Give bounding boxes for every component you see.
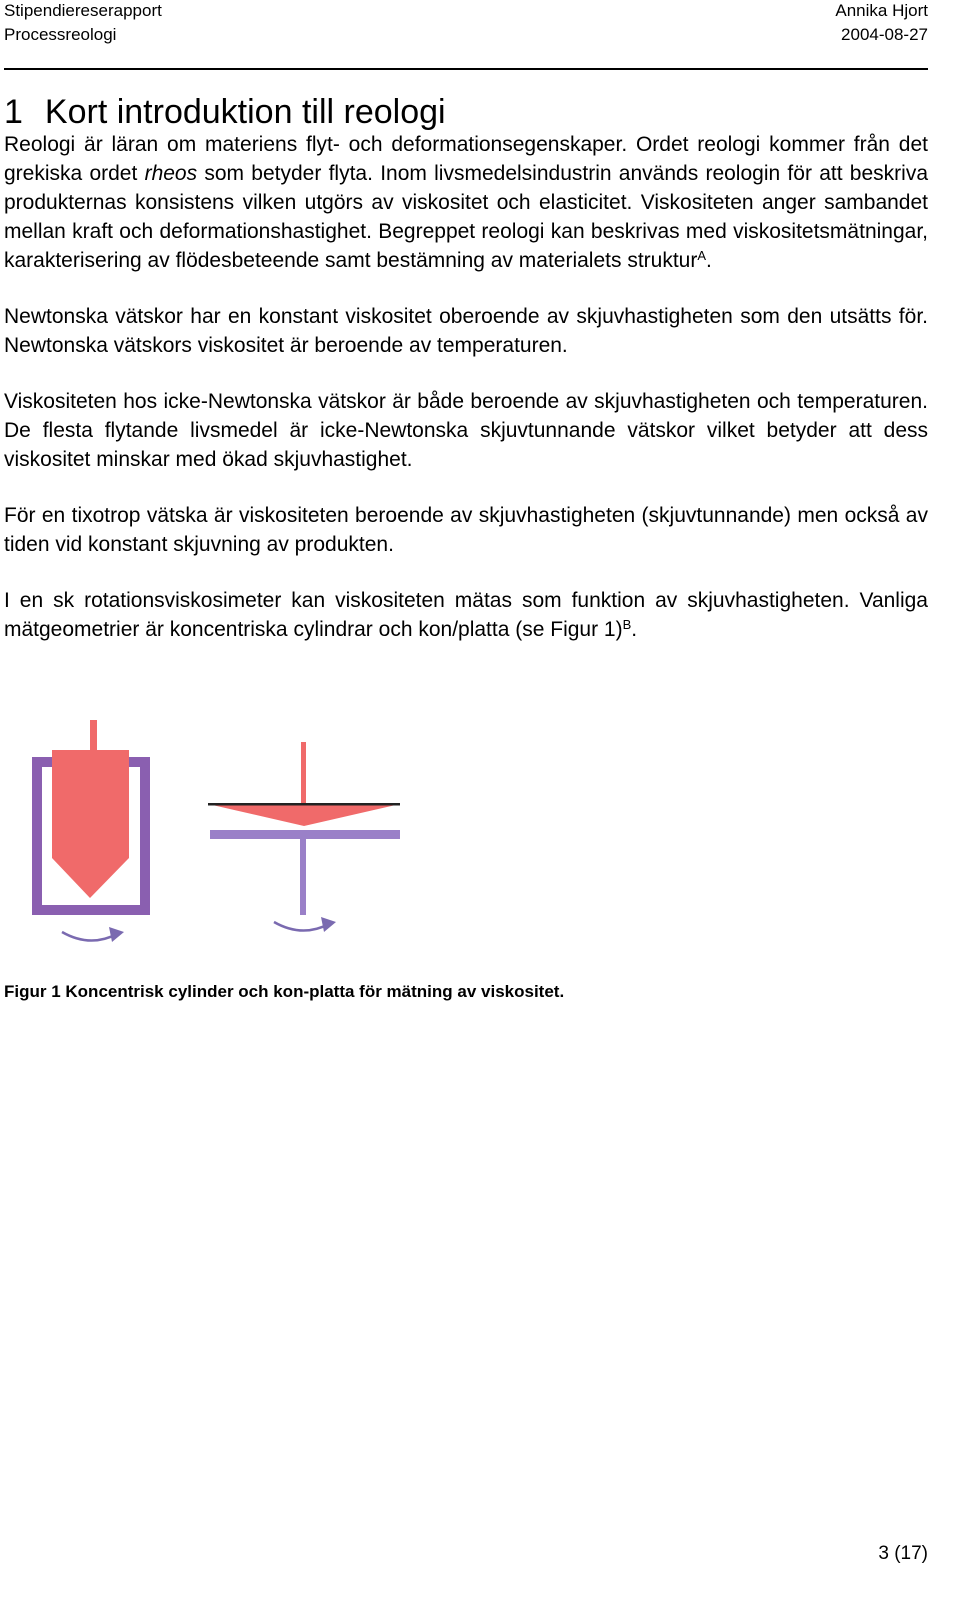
report-date: 2004-08-27 [841, 25, 928, 44]
section-heading [4, 92, 928, 132]
paragraph-text: . [706, 249, 712, 272]
reference-marker: B [622, 617, 632, 632]
cone [208, 804, 400, 826]
inner-bob [52, 750, 129, 898]
report-type: Stipendiereserapport [4, 1, 162, 20]
section-title: Kort introduktion till reologi [44, 93, 446, 131]
page-number: 3 (17) [878, 1543, 928, 1564]
reference-marker: A [697, 248, 707, 263]
figure-caption: Figur 1 Koncentrisk cylinder och kon-platta för mätning av viskositet. [4, 982, 565, 1001]
paragraph-text: som betyder flyta. Inom livsmedelsindustrin används reologin för att beskriva produkternas konsistens vilken utgörs av viskositet och elasticitet. Viskositeten anger sambandet mellan kraft och deformationshastighet. Begreppet reologi kan beskrivas med viskositetsmätningar, karakterisering av flödesbeteende samt bestämning av materialets struktur [4, 162, 928, 272]
report-subject: Processreologi [4, 25, 117, 44]
cone-shaft [301, 742, 306, 804]
cone-plate-diagram [208, 742, 400, 932]
paragraph-newtonian: Newtonska vätskor har en konstant viskositet oberoende av skjuvhastigheten som den utsätts för. Newtonska vätskors viskositet är beroende av temperaturen. [4, 305, 928, 357]
emphasized-word: rheos [144, 162, 198, 185]
paragraph-text: I en sk rotationsviskosimeter kan viskositeten mätas som funktion av skjuvhastigheten. Vanliga mätgeometrier är koncentriska cylindrar och kon/platta (se Figur 1) [4, 589, 928, 641]
page-header [4, 0, 928, 70]
figure-illustration [4, 720, 424, 960]
cone-edge [208, 803, 400, 806]
paragraph-text: Reologi är läran om materiens flyt- och deformationsegenskaper. Ordet reologi kommer från det grekiska ordet [4, 133, 928, 185]
rotation-arrow-left [62, 932, 117, 941]
paragraph-reology-definition [4, 130, 928, 275]
concentric-cylinder-diagram [32, 720, 150, 942]
figure-viscometer-geometries [4, 720, 424, 960]
plate-shaft [300, 839, 306, 915]
paragraph-rotational-viscometer [4, 586, 928, 644]
rotation-arrowhead-right [321, 917, 336, 932]
paragraph-text: . [631, 618, 638, 641]
cylinder-shaft [90, 720, 97, 750]
section-number: 1 [4, 93, 23, 131]
rotation-arrowhead-left [109, 927, 124, 942]
rotation-arrow-right [274, 922, 329, 931]
plate [210, 830, 400, 839]
author-name: Annika Hjort [835, 1, 928, 20]
paragraph-non-newtonian: Viskositeten hos icke-Newtonska vätskor är både beroende av skjuvhastigheten och temperaturen. De flesta flytande livsmedel är icke-Newtonska skjuvtunnande vätskor vilket betyder att dess viskositet minskar med ökad skjuvhastighet. [4, 390, 928, 471]
paragraph-thixotropic: För en tixotrop vätska är viskositeten beroende av skjuvhastigheten (skjuvtunnande) men också av tiden vid konstant skjuvning av produkten. [4, 504, 928, 556]
main-content [4, 92, 928, 644]
